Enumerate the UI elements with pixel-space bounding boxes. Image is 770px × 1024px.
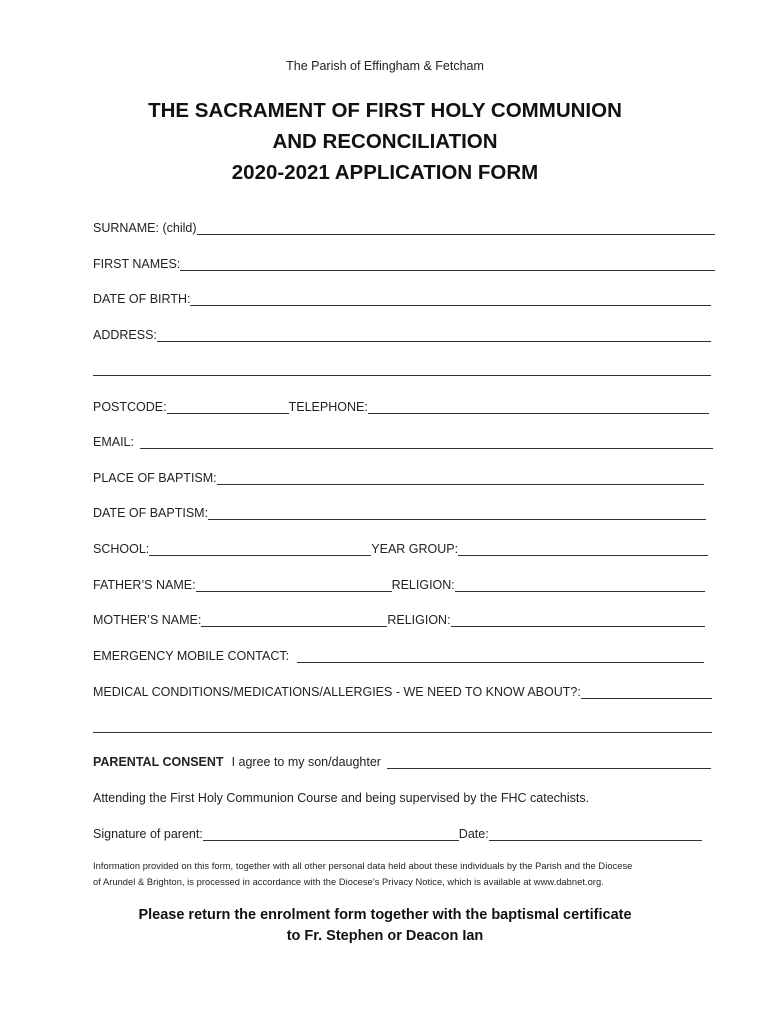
signature-label: Signature of parent: [93,827,203,841]
surname-row [93,219,715,235]
postcode-field[interactable] [167,401,289,414]
attending-text: Attending the First Holy Communion Course and being supervised by the FHC catechists. [93,791,590,805]
parish-name: The Parish of Effingham & Fetcham [286,59,484,73]
form-title [0,95,770,188]
school-label: SCHOOL: [93,542,150,556]
mother-name-label: MOTHER’S NAME: [93,613,202,627]
date-label: Date: [458,827,489,841]
email-row [93,433,713,449]
postcode-label: POSTCODE: [93,400,167,414]
title-line-3: 2020-2021 APPLICATION FORM [231,161,539,184]
emergency-field[interactable] [297,650,704,663]
mother-religion-label: RELIGION: [387,613,451,627]
mother-religion-field[interactable] [451,614,705,627]
consent-text: I agree to my son/daughter [231,755,381,769]
title-line-2: AND RECONCILIATION [272,130,498,153]
consent-row [93,753,711,769]
email-field[interactable] [140,436,713,449]
dob-field[interactable] [190,293,711,306]
dob-row [93,290,711,306]
place-of-baptism-row [93,469,704,485]
year-group-label: YEAR GROUP: [371,542,459,556]
privacy-notice [93,858,733,890]
consent-heading: PARENTAL CONSENT [93,755,224,769]
return-line-1: Please return the enrolment form together with the baptismal certificate [138,907,632,923]
father-name-label: FATHER’S NAME: [93,578,196,592]
telephone-field[interactable] [368,401,709,414]
date-of-baptism-field[interactable] [208,507,706,520]
first-names-row [93,255,715,271]
date-of-baptism-label: DATE OF BAPTISM: [93,506,209,520]
first-names-field[interactable] [180,258,715,271]
mother-row [93,611,705,627]
attending-row [93,789,713,805]
medical-label: MEDICAL CONDITIONS/MEDICATIONS/ALLERGIES - WE NEED TO KNOW ABOUT?: [93,685,581,699]
consent-child-name-field[interactable] [387,756,711,769]
year-group-field[interactable] [458,543,708,556]
title-line-1: THE SACRAMENT OF FIRST HOLY COMMUNION [148,99,622,122]
address-line-2[interactable] [93,375,711,376]
return-instructions [0,905,770,947]
surname-field[interactable] [197,222,716,235]
school-year-row [93,540,708,556]
father-religion-field[interactable] [455,579,705,592]
dob-label: DATE OF BIRTH: [93,292,191,306]
date-field[interactable] [489,828,702,841]
privacy-notice-line-2: of Arundel & Brighton, is processed in accordance with the Diocese’s Privacy Notice, which is available at www.dabnet.org. [93,877,604,887]
address-field[interactable] [157,329,711,342]
first-names-label: FIRST NAMES: [93,257,181,271]
father-row [93,576,705,592]
signature-field[interactable] [203,828,459,841]
father-name-field[interactable] [196,579,392,592]
surname-label: SURNAME: (child) [93,221,197,235]
medical-line-2[interactable] [93,732,712,733]
medical-row [93,683,712,699]
date-of-baptism-row [93,504,706,520]
privacy-notice-line-1: Information provided on this form, together with all other personal data held about these individuals by the Parish and the Diocese [93,861,633,871]
medical-field[interactable] [581,686,712,699]
telephone-label: TELEPHONE: [288,400,368,414]
emergency-label: EMERGENCY MOBILE CONTACT: [93,649,290,663]
return-line-2: to Fr. Stephen or Deacon Ian [286,928,484,944]
place-of-baptism-label: PLACE OF BAPTISM: [93,471,217,485]
postcode-telephone-row [93,398,709,414]
mother-name-field[interactable] [201,614,387,627]
email-label: EMAIL: [93,435,134,449]
father-religion-label: RELIGION: [391,578,455,592]
address-label: ADDRESS: [93,328,157,342]
emergency-row [93,647,704,663]
address-row [93,326,711,342]
signature-row [93,825,702,841]
place-of-baptism-field[interactable] [217,472,704,485]
school-field[interactable] [149,543,371,556]
